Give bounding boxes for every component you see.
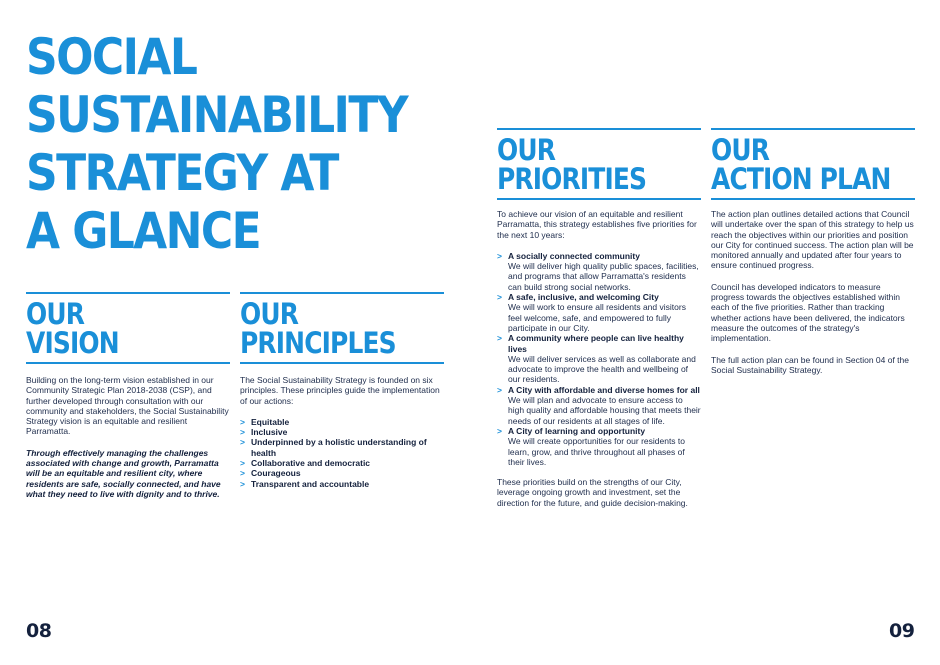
priorities-rule-bottom [497,198,701,200]
priorities-heading-line-1: OUR [497,133,556,167]
action-plan-body [711,209,915,375]
principles-heading [240,294,415,362]
chevron-right-icon: > [497,384,502,395]
vision-heading [26,294,201,362]
principle-label: Transparent and accountable [251,478,370,489]
principle-label: Courageous [251,468,301,479]
vision-body [26,375,230,499]
principles-rule-bottom [240,362,444,364]
vision-heading-line-2: VISION [26,326,119,360]
principles-body [240,375,444,489]
principles-heading-line-2: PRINCIPLES [240,326,396,360]
page-title: SOCIAL SUSTAINABILITY STRATEGY AT A GLANCE [26,28,408,260]
priority-title: A City with affordable and diverse homes for all [508,384,700,395]
action-plan-paragraph-2: Council has developed indicators to measure progress towards the objectives established within each of the five priorities. Rather than tracking whether actions have been delivered, the indicators measure the outcomes of the strategy's implementation. [711,281,905,344]
vision-rule-bottom [26,362,230,364]
principle-item [240,458,444,468]
priority-item [497,333,701,384]
chevron-right-icon: > [240,437,245,448]
chevron-right-icon: > [497,250,502,261]
chevron-right-icon: > [497,333,502,344]
priority-item [497,292,701,333]
chevron-right-icon: > [240,427,245,438]
priority-desc: We will deliver services as well as collaborate and advocate to improve the health and wellbeing of our residents. [508,353,696,385]
priority-title: A community where people can live healthy lives [508,333,684,354]
vision-section [26,292,230,510]
priority-item [497,385,701,426]
priority-desc: We will deliver high quality public spaces, facilities, and programs that allow Parramatta's residents can build strong social networks. [508,261,699,292]
priorities-body [497,209,701,508]
vision-statement: Through effectively managing the challenges associated with change and growth, Parramatta will be an equitable and resilient city, where residents are safe, socially connected, and have what they need to live with dignity and to thrive. [26,447,221,499]
priorities-list [497,251,701,467]
priority-title: A safe, inclusive, and welcoming City [508,292,659,303]
action-plan-heading-line-1: OUR [711,133,770,167]
action-plan-rule-bottom [711,198,915,200]
page-number-right: 09 [889,620,915,642]
principles-section [240,292,444,489]
principle-item [240,479,444,489]
priority-title: A City of learning and opportunity [508,425,646,436]
chevron-right-icon: > [497,292,502,303]
priority-desc: We will plan and advocate to ensure access to high quality and affordable housing that meets their needs of our residents at all stages of life. [508,395,701,426]
principle-item [240,437,444,458]
page-number-left: 08 [26,620,52,642]
priority-title: A socially connected community [508,250,640,261]
principle-label: Inclusive [251,427,288,438]
principles-heading-line-1: OUR [240,297,299,331]
action-plan-heading-line-2: ACTION PLAN [711,162,891,196]
priorities-intro: To achieve our vision of an equitable and resilient Parramatta, this strategy establishes five priorities for the next 10 years: [497,209,697,240]
priorities-heading [497,130,672,198]
action-plan-section [711,128,915,386]
vision-heading-line-1: OUR [26,297,85,331]
priority-item [497,251,701,292]
principle-label: Equitable [251,416,290,427]
chevron-right-icon: > [240,416,245,427]
action-plan-paragraph-3: The full action plan can be found in Section 04 of the Social Sustainability Strategy. [711,354,909,375]
chevron-right-icon: > [240,458,245,469]
principle-item [240,468,444,478]
principle-item [240,427,444,437]
principles-list [240,417,444,489]
action-plan-paragraph-1: The action plan outlines detailed actions that Council will undertake over the span of this strategy to help us reach the objectives within our priorities and position our City for continued success. The action plan will be monitored annually and updated after four years to ensure continued progress. [711,209,914,271]
chevron-right-icon: > [240,468,245,479]
principles-intro: The Social Sustainability Strategy is founded on six principles. These principles guide the implementation of our actions: [240,375,440,406]
priorities-section [497,128,701,519]
action-plan-heading [711,130,891,198]
principle-item [240,417,444,427]
priority-item [497,426,701,467]
principle-label: Underpinned by a holistic understanding of health [251,437,427,458]
vision-paragraph: Building on the long-term vision established in our Community Strategic Plan 2018-2038 (CSP), and further developed through consultation with our community and stakeholders, the Social Sustainability Strategy vision is an equitable and resilient Parramatta. [26,375,229,437]
chevron-right-icon: > [240,478,245,489]
chevron-right-icon: > [497,425,502,436]
priorities-outro: These priorities build on the strengths of our City, leverage ongoing growth and investment, set the direction for the future, and guide decision-making. [497,477,688,508]
priority-desc: We will work to ensure all residents and visitors feel welcome, safe, and empowered to fully participate in our City. [508,302,686,333]
priorities-heading-line-2: PRIORITIES [497,162,647,196]
priority-desc: We will create opportunities for our residents to learn, grow, and thrive throughout all phases of their lives. [508,436,686,467]
principle-label: Collaborative and democratic [251,458,371,469]
